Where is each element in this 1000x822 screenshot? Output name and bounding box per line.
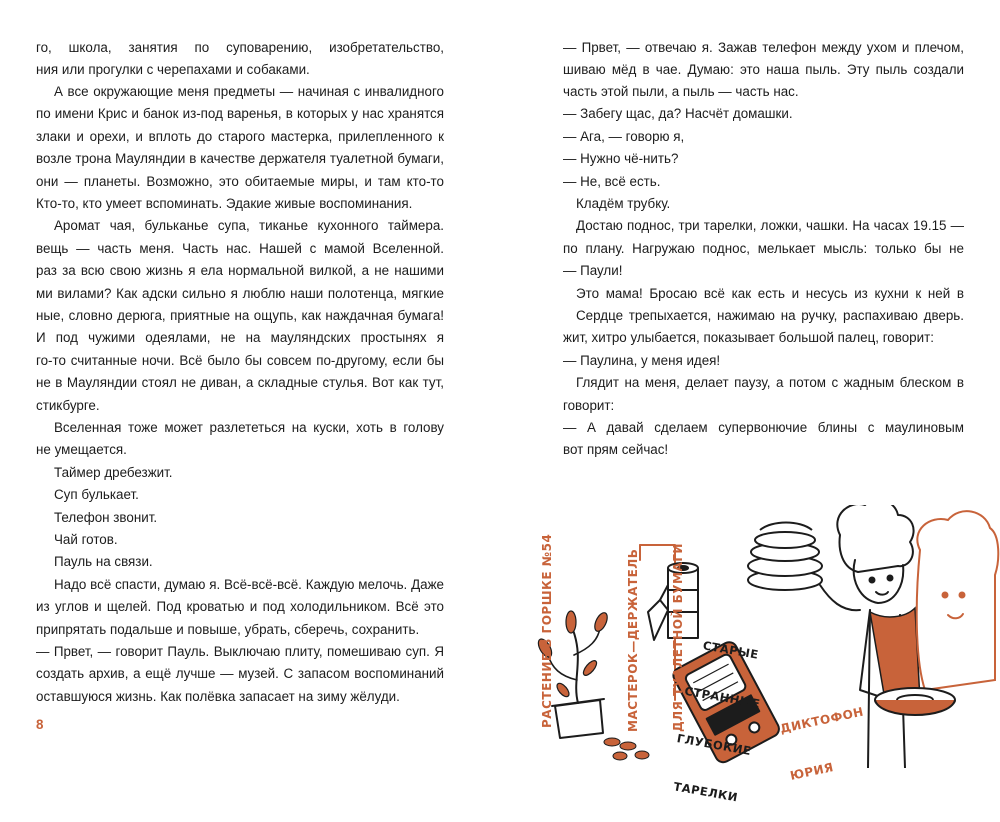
text-line: Это мама! Бросаю всё как есть и несусь из кухни к ней в [576, 286, 964, 301]
text-line: Суп булькает. [54, 487, 139, 502]
text-line: — Ага, — говорю я, [563, 129, 685, 144]
text-line: го, школа, занятия по суповарению, изобретательство, [36, 40, 444, 55]
text-line: создать архив, а ещё лучше — музей. С запасом воспоминаний [36, 666, 444, 681]
text-line: И под чужими одеялами, не на мауляндских простынях я [36, 330, 444, 345]
text-line: А все окружающие меня предметы — начиная с инвалидного [54, 84, 444, 99]
left-page [0, 0, 500, 768]
text-line: не умещается. [36, 442, 127, 457]
caption-line: ДИКТОФОН [778, 704, 865, 736]
text-line: Чай готов. [54, 532, 118, 547]
text-line: Вселенная тоже может разлететься на куски, хоть в голову [54, 420, 444, 435]
text-line: Кто-то, кто умеет вспоминать. Эдакие живые воспоминания. [36, 196, 413, 211]
text-line: ния или прогулки с черепахами и собаками. [36, 62, 310, 77]
caption-plant: РАСТЕНИЕ В ГОРШКЕ №54 [540, 533, 554, 728]
text-line: часть этой пыли, а пыль — часть нас. [563, 84, 799, 99]
text-line: Пауль на связи. [54, 554, 153, 569]
deep-plate-icon [875, 688, 955, 715]
text-line: Глядит на меня, делает паузу, а потом с жадным блеском в [576, 375, 964, 390]
text-line: — А давай сделаем супервонючие блины с маулиновым [563, 420, 964, 435]
text-line: раз за всю свою жизнь я ела нормальной вилкой, а не нашими [36, 263, 444, 278]
text-line: вещь — часть меня. Часть нас. Нашей с мамой Вселенной. [36, 241, 444, 256]
text-line: Кладём трубку. [576, 196, 671, 211]
text-line: Аромат чая, бульканье супа, тиканье кухонного таймера. [54, 218, 444, 233]
caption-line: СТАРЫЕ [701, 638, 760, 662]
text-line: го-то считанные ночи. Всё было бы совсем по-другому, если бы [36, 353, 444, 368]
text-line: из углов и щелей. Под кроватью и под холодильником. Всё это [36, 599, 444, 614]
caption-line: ЮРИЯ [788, 760, 835, 783]
text-line: по имени Крис и банок из-под варенья, в которых у нас хранятся [36, 106, 444, 121]
caption-line: СТРАННЫЕ [683, 683, 762, 711]
text-line: Сердце трепыхается, нажимаю на ручку, распахиваю дверь. [576, 308, 964, 323]
text-line: вот прям сейчас! [563, 442, 669, 457]
text-line: припрятать подальше и повыше, убрать, сберечь, сохранить. [36, 622, 420, 637]
page-number: 8 [36, 717, 44, 732]
caption-line: ДЛЯ ТУАЛЕТНОЙ БУМАГИ [671, 543, 685, 732]
text-line: — Не, всё есть. [563, 174, 661, 189]
text-line: говорит: [563, 398, 615, 413]
text-line: возле трона Мауляндии в качестве держателя туалетной бумаги, [36, 151, 444, 166]
text-line: они — планеты. Возможно, это обитаемые миры, и там кто-то [36, 174, 444, 189]
caption-line: МАСТЕРОК—ДЕРЖАТЕЛЬ [626, 548, 640, 732]
text-line: ные, словно дерюга, приятные на ощупь, как наждачная бумага! [36, 308, 444, 323]
text-line: Надо всё спасти, думаю я. Всё-всё-всё. Каждую мелочь. Даже [54, 577, 444, 592]
text-line: — Забегу щас, да? Насчёт домашки. [563, 106, 793, 121]
text-line: злаки и орехи, и вплоть до старого мастерка, прилепленного к [36, 129, 444, 144]
plates-icon [748, 523, 822, 591]
text-line: оставшуюся жизнь. Как полёвка запасает на зиму жёлуди. [36, 689, 400, 704]
caption-line: ТАРЕЛКИ [672, 779, 740, 805]
text-line: стикбурге. [36, 398, 100, 413]
text-line: Таймер дребезжит. [54, 465, 173, 480]
text-line: не в Мауляндии стоял не диван, а складные стулья. Вот как тут, [36, 375, 444, 390]
text-line: Достаю поднос, три тарелки, ложки, чашки. На часах 19.15 — [576, 218, 964, 233]
text-line: — Паулина, у меня идея! [563, 353, 721, 368]
text-line: шиваю мёд в чае. Думаю: это наша пыль. Эту пыль создали [563, 62, 964, 77]
caption-line: ГЛУБОКИЕ [675, 731, 753, 759]
text-line: — Паули! [563, 263, 623, 278]
text-line: — Првет, — говорит Пауль. Выключаю плиту, помешиваю суп. Я [36, 644, 444, 659]
text-line: Телефон звонит. [54, 510, 158, 525]
text-line: — Нужно чё-нить? [563, 151, 679, 166]
text-line: — Првет, — отвечаю я. Зажав телефон между ухом и плечом, [563, 40, 964, 55]
text-line: жит, хитро улыбается, показывает большой палец, говорит: [563, 330, 934, 345]
text-line: ми вилами? Как адски сильно я люблю наши полотенца, мягкие [36, 286, 444, 301]
text-line: по плану. Нагружаю поднос, мелькает мысль: только бы не [563, 241, 964, 256]
second-girl-figure [917, 511, 999, 690]
